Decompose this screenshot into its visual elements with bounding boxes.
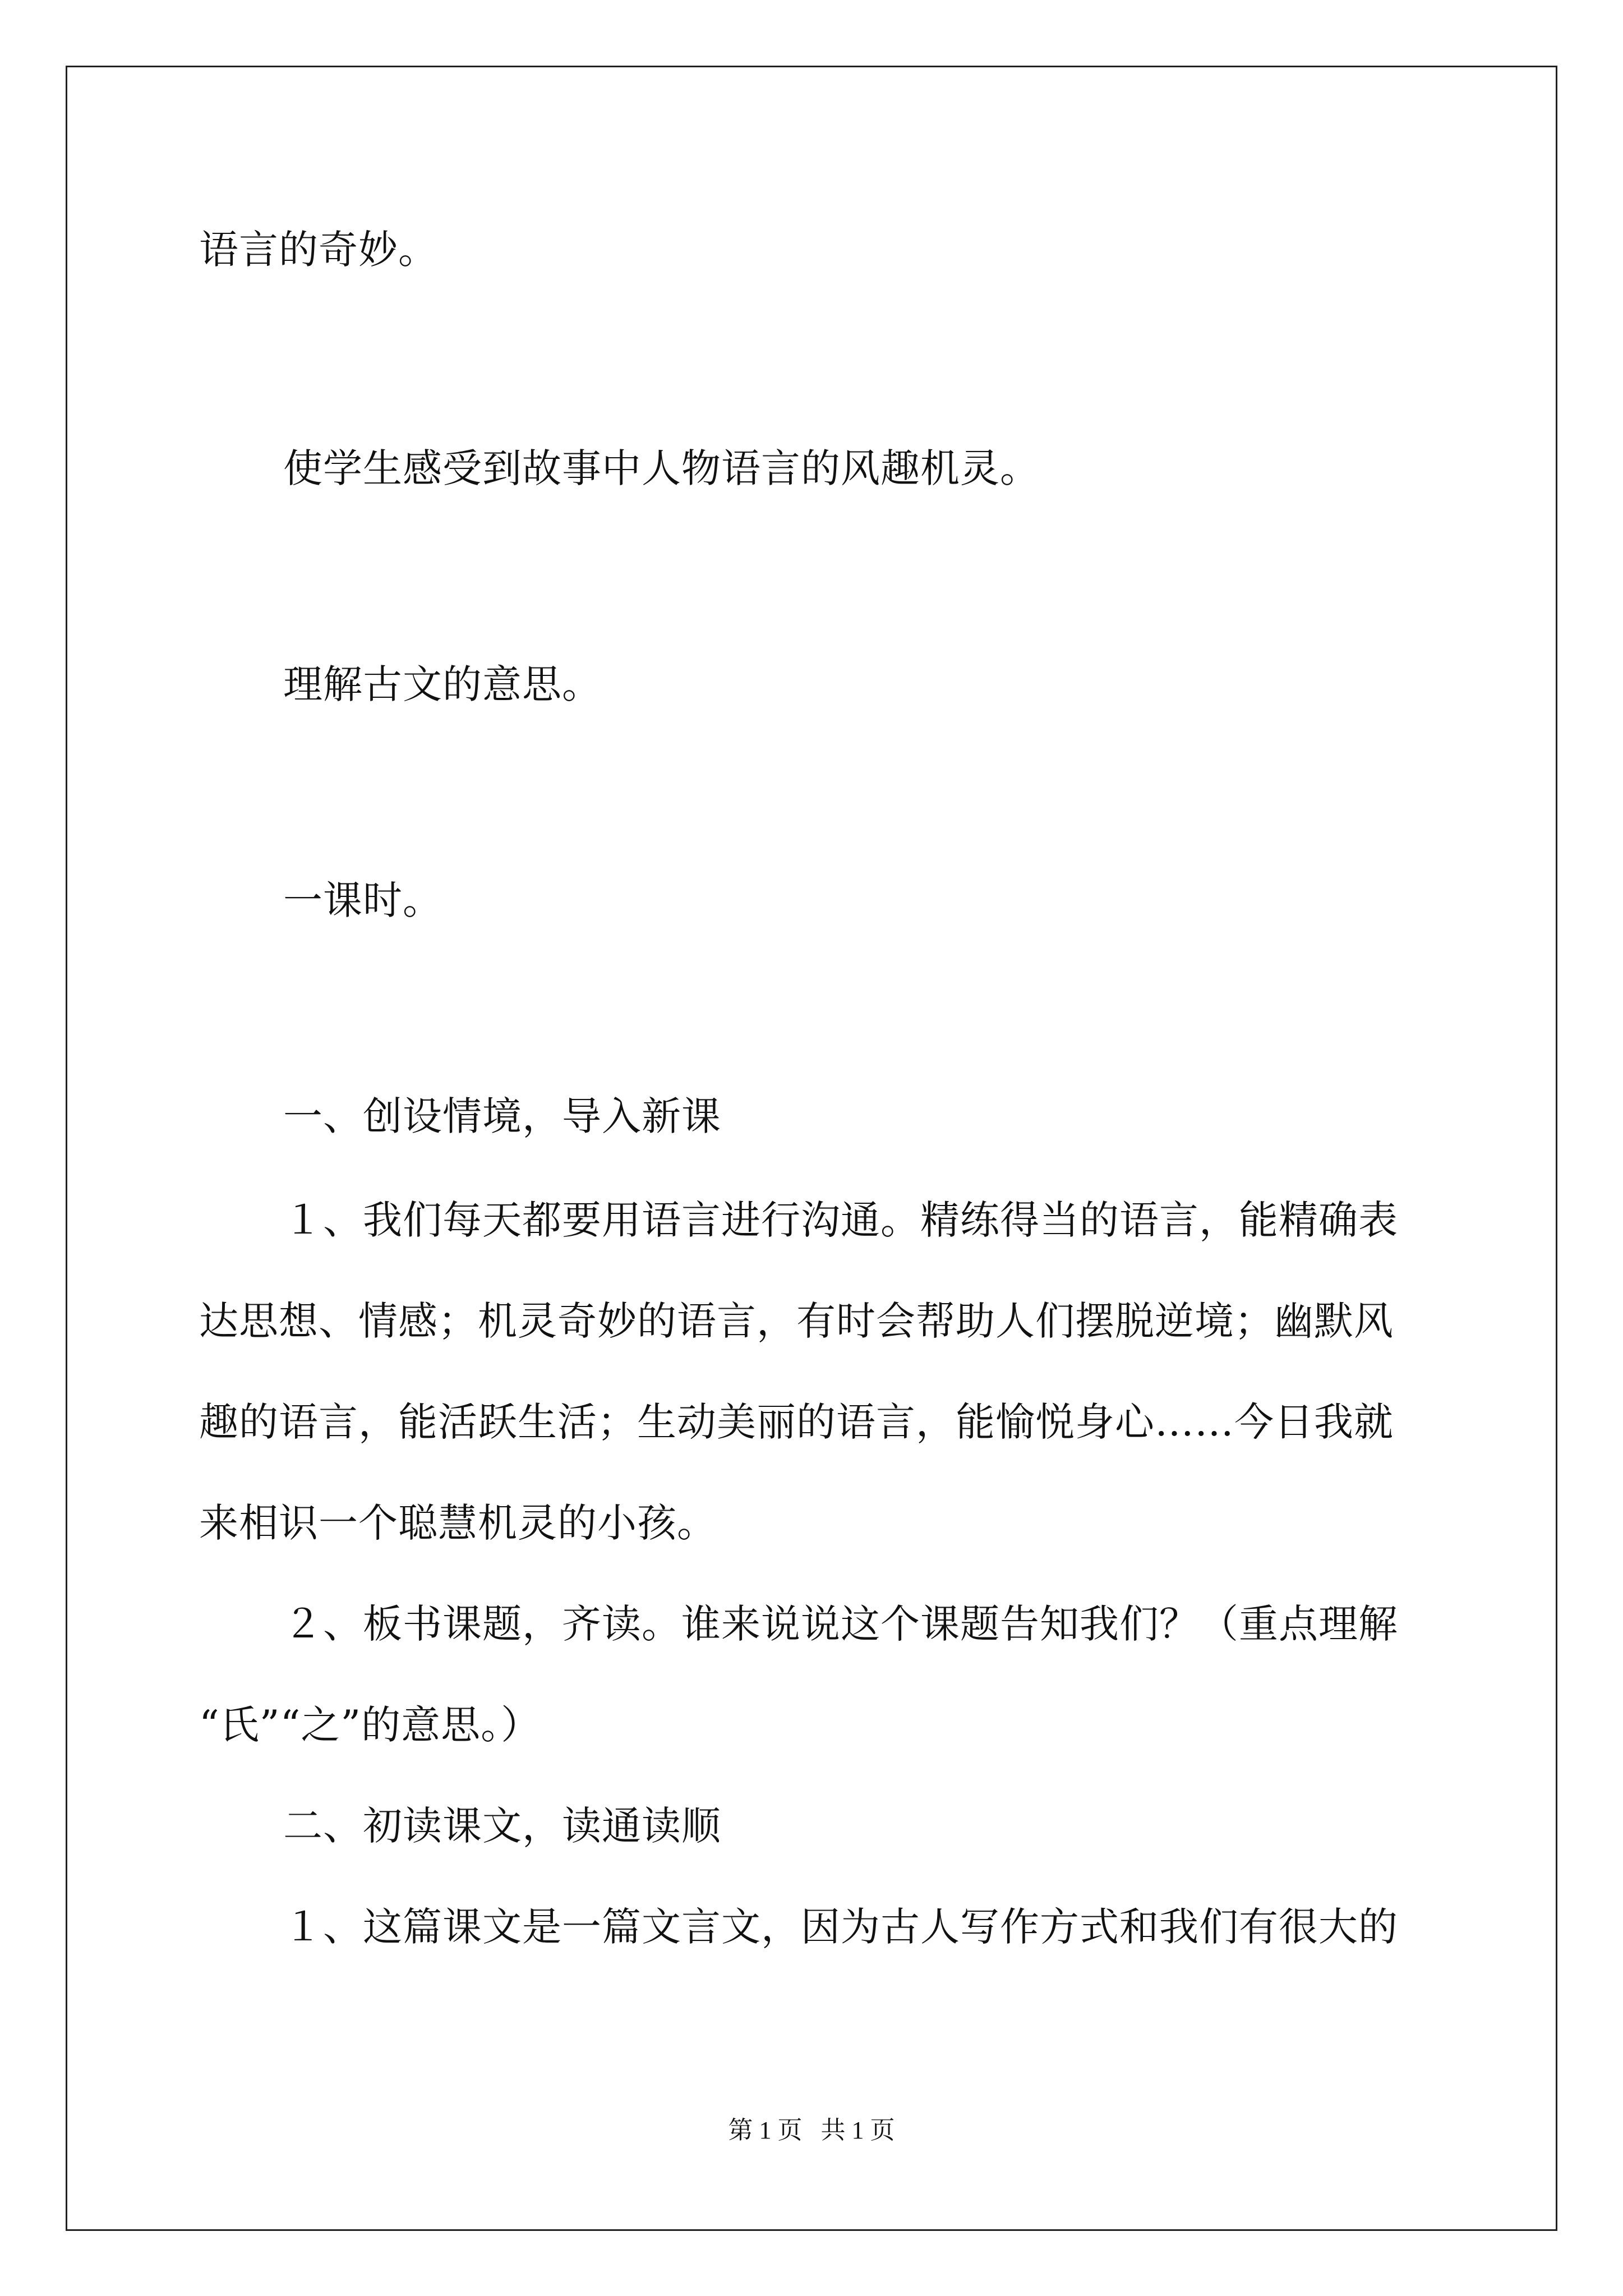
text-line: 理解古文的意思。: [283, 661, 602, 707]
text-line: 使学生感受到故事中人物语言的风趣机灵。: [283, 445, 1040, 491]
text-line: ２、板书课题，齐读。谁来说说这个课题告知我们？（重点理解: [283, 1601, 1398, 1647]
text-line: “氏”“之”的意思。）: [199, 1702, 541, 1748]
text-line: 一课时。: [283, 877, 442, 923]
section-heading: 一、创设情境，导入新课: [283, 1093, 721, 1139]
page-number-footer: 第 1 页 共 1 页: [728, 2116, 895, 2144]
text-line: 达思想、情感；机灵奇妙的语言，有时会帮助人们摆脱逆境；幽默风: [199, 1298, 1394, 1344]
text-line: 趣的语言，能活跃生活；生动美丽的语言，能愉悦身心……今日我就: [199, 1399, 1394, 1445]
text-line: 来相识一个聪慧机灵的小孩。: [199, 1500, 717, 1546]
text-line: １、我们每天都要用语言进行沟通。精练得当的语言，能精确表: [283, 1197, 1398, 1243]
text-line: 语言的奇妙。: [199, 227, 438, 273]
text-line: １、这篇课文是一篇文言文，因为古人写作方式和我们有很大的: [283, 1904, 1398, 1950]
section-heading: 二、初读课文，读通读顺: [283, 1803, 721, 1849]
